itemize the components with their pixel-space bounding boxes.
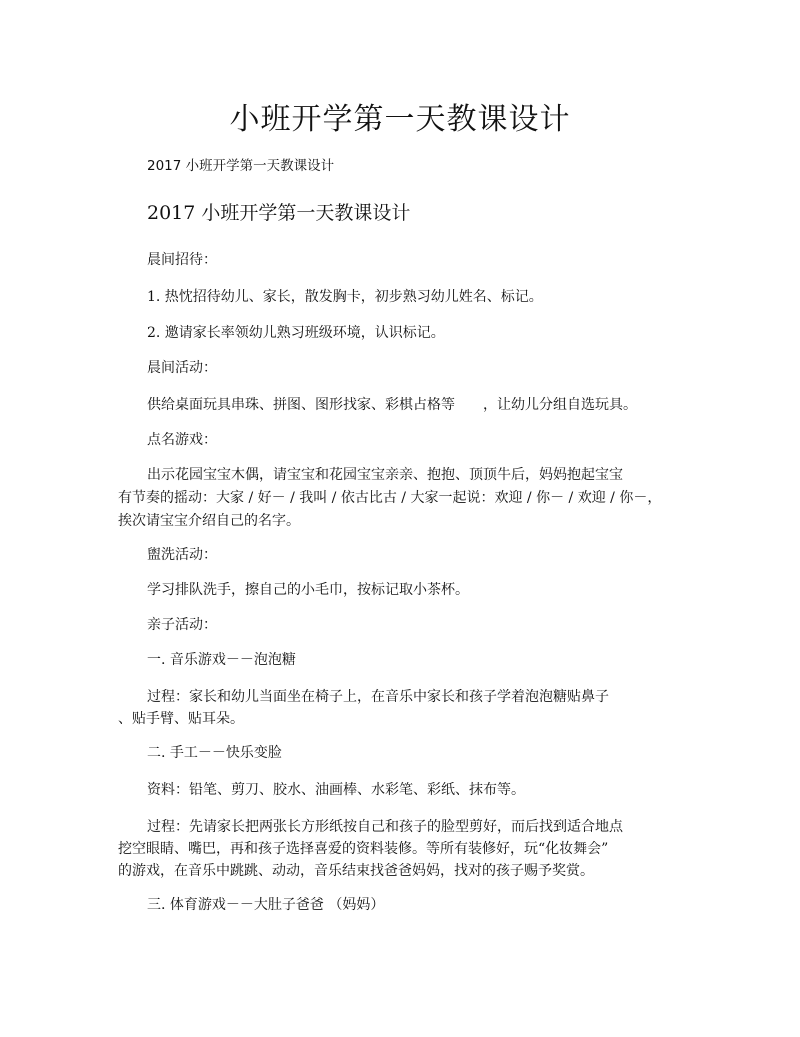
parent-child-activity-1-title: 一. 音乐游戏－－泡泡糖 [147,652,296,668]
parent-child-activity-1-line-1: 过程：家长和幼儿当面坐在椅子上，在音乐中家长和孩子学着泡泡糖贴鼻子 [147,689,609,705]
rollcall-paragraph-line-1: 出示花园宝宝木偶，请宝宝和花园宝宝亲亲、抱抱、顶顶牛后，妈妈抱起宝宝 [147,467,623,483]
morning-activity-title: 晨间活动： [147,360,217,376]
wash-item-1: 学习排队洗手，擦自己的小毛巾，按标记取小茶杯。 [147,582,469,598]
morning-reception-item-2: 2. 邀请家长率领幼儿熟习班级环境，认识标记。 [147,325,445,341]
document-title: 小班开学第一天教课设计 [229,102,571,137]
section-heading: 2017 小班开学第一天教课设计 [147,202,411,224]
morning-activity-item-1: 供给桌面玩具串珠、拼图、图形找家、彩棋占格等 ，让幼儿分组自选玩具。 [147,397,637,413]
morning-reception-item-1: 1. 热忱招待幼儿、家长，散发胸卡，初步熟习幼儿姓名、标记。 [147,289,543,305]
parent-child-activity-2-line-1: 过程：先请家长把两张长方形纸按自己和孩子的脸型剪好，而后找到适合地点 [147,819,623,835]
rollcall-title: 点名游戏： [147,432,217,448]
parent-child-activity-3-title: 三. 体育游戏－－大肚子爸爸 （妈妈） [147,897,385,913]
parent-child-title: 亲子活动： [147,617,217,633]
morning-reception-title: 晨间招待： [147,252,217,268]
parent-child-activity-2-title: 二. 手工－－快乐变脸 [147,745,282,761]
parent-child-activity-2-materials: 资料：铅笔、剪刀、胶水、油画棒、水彩笔、彩纸、抹布等。 [147,782,525,798]
rollcall-paragraph-line-2: 有节奏的摇动：大家 / 好－ / 我叫 / 依古比古 / 大家一起说：欢迎 / 你－ / 欢迎 / 你－， [118,490,662,506]
document-subtitle: 2017 小班开学第一天教课设计 [147,158,335,174]
parent-child-activity-2-line-2: 挖空眼睛、嘴巴，再和孩子选择喜爱的资料装修。等所有装修好，玩“化妆舞会” [118,841,609,857]
parent-child-activity-2-line-3: 的游戏，在音乐中跳跳、动动，音乐结束找爸爸妈妈，找对的孩子赐予奖赏。 [118,863,594,879]
wash-title: 盥洗活动： [147,547,217,563]
parent-child-activity-1-line-2: 、贴手臂、贴耳朵。 [118,711,244,727]
rollcall-paragraph-line-3: 挨次请宝宝介绍自己的名字。 [118,513,300,529]
